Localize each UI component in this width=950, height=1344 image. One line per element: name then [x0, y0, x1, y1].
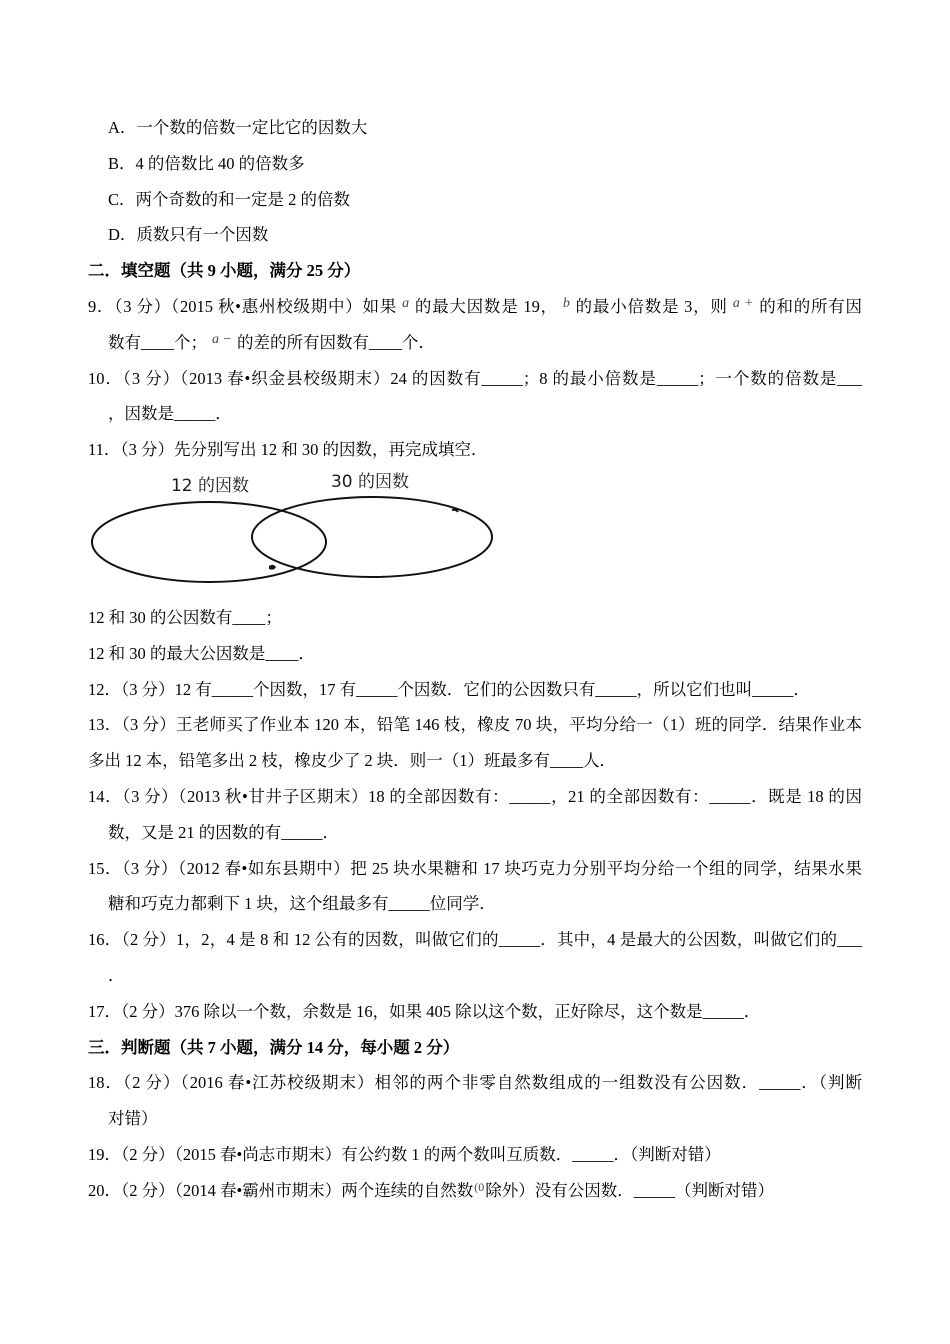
- section-true-false-heading: [0, 1030, 950, 1066]
- q11-blank-2-text: 12 和 30 的最大公因数是____．: [88, 643, 315, 663]
- section-heading-text: 三．判断题（共 7 小题，满分 14 分，每小题 2 分）: [88, 1037, 460, 1057]
- venn-ellipse-30-factors: [252, 497, 492, 577]
- q11-blank-2: [0, 636, 950, 672]
- q18-line-1: [0, 1065, 950, 1101]
- q14-text-1: 14．（3 分）（2013 秋•甘井子区期末）18 的全部因数有：_____，21 的全部因数有：_____．既是 18 的因: [88, 786, 862, 806]
- q9-line-1-wrap: [88, 289, 862, 327]
- q9-text-2: 的最大因数是 19，: [414, 296, 558, 316]
- q9-text-4: 的和的所有因: [758, 296, 863, 316]
- venn-label-12-factors: 12 的因数: [170, 475, 250, 496]
- venn-diagram: [80, 468, 510, 600]
- q14-line-1: [0, 779, 950, 815]
- q14-text-2: 数，又是 21 的因数的有_____．: [108, 822, 339, 842]
- q16-line-2: [0, 958, 950, 994]
- q15-text-2: 糖和巧克力都剩下 1 块，这个组最多有_____位同学．: [108, 894, 496, 914]
- option-text: C．两个奇数的和一定是 2 的倍数: [108, 189, 351, 209]
- q9-formula-a-minus: a −: [212, 331, 232, 347]
- venn-diagram-block: [0, 468, 950, 600]
- q13-line-1: [0, 707, 950, 743]
- q20-formula-paren-zero: (0: [474, 1179, 485, 1194]
- q11-blank-1: [0, 600, 950, 636]
- q15-line-1: [0, 851, 950, 887]
- venn-label-30-factors: 30 的因数: [330, 471, 410, 492]
- q20-line-1: [0, 1173, 950, 1209]
- q19-text: 19．（2 分）（2015 春•尚志市期末）有公约数 1 的两个数叫互质数．_____．（判断对错）: [88, 1144, 721, 1164]
- q8-option-b: [0, 146, 950, 182]
- section-heading-text: 二．填空题（共 9 小题，满分 25 分）: [88, 261, 361, 281]
- q8-option-c: [0, 182, 950, 218]
- q9-text-5: 数有____个；: [108, 332, 207, 352]
- q10-text-2: ，因数是_____．: [108, 404, 232, 424]
- q18-text-1: 18．（2 分）（2016 春•江苏校级期末）相邻的两个非零自然数组成的一组数没有公因数．_____．（判断: [88, 1073, 862, 1093]
- q8-option-a: [0, 110, 950, 146]
- q17-text: 17．（2 分）376 除以一个数，余数是 16，如果 405 除以这个数，正好除尽，这个数是_____．: [88, 1001, 761, 1021]
- q12-line-1: [0, 672, 950, 708]
- option-text: B．4 的倍数比 40 的倍数多: [108, 153, 305, 173]
- q16-text-1: 16．（2 分）1，2，4 是 8 和 12 公有的因数，叫做它们的_____．其中，4 是最大的公因数，叫做它们的___: [88, 930, 862, 950]
- venn-ellipse-12-factors: [92, 502, 326, 582]
- q15-line-2: [0, 886, 950, 922]
- pen-mark: [269, 565, 276, 570]
- q13-text-2: 多出 12 本，铅笔多出 2 枝，橡皮少了 2 块．则一（1）班最多有____人．: [88, 751, 616, 771]
- q18-text-2: 对错）: [108, 1109, 158, 1129]
- q15-text-1: 15．（3 分）（2012 春•如东县期中）把 25 块水果糖和 17 块巧克力分别平均分给一个组的同学，结果水果: [88, 858, 862, 878]
- q9-text-3: 的最小倍数是 3，则: [574, 296, 728, 316]
- q13-text-1: 13．（3 分）王老师买了作业本 120 本，铅笔 146 枝，橡皮 70 块，平均分给一（1）班的同学．结果作业本: [88, 715, 862, 735]
- q9-line-1: [0, 289, 950, 325]
- section-fill-blank-heading: [0, 253, 950, 289]
- q14-line-2: [0, 815, 950, 851]
- pen-mark: [452, 510, 458, 512]
- q11-blank-1-text: 12 和 30 的公因数有____；: [88, 607, 282, 627]
- q13-line-2: [0, 743, 950, 779]
- q19-line-1: [0, 1137, 950, 1173]
- q11-prompt-text: 11．（3 分）先分别写出 12 和 30 的因数，再完成填空．: [88, 440, 488, 460]
- q12-text: 12．（3 分）12 有_____个因数，17 有_____个因数．它们的公因数只有_____，所以它们也叫_____．: [88, 679, 810, 699]
- q9-formula-b: b: [562, 295, 570, 311]
- q10-text-1: 10．（3 分）（2013 春•织金县校级期末）24 的因数有_____；8 的最小倍数是_____；一个数的倍数是___: [88, 368, 862, 388]
- q8-option-d: [0, 217, 950, 253]
- q9-text-6: 的差的所有因数有____个．: [236, 332, 435, 352]
- option-text: A．一个数的倍数一定比它的因数大: [108, 118, 368, 137]
- q16-text-2: ．: [108, 965, 125, 985]
- q17-line-1: [0, 994, 950, 1030]
- q9-formula-a-plus: a +: [732, 295, 754, 311]
- q9-text-1: 9．（3 分）（2015 秋•惠州校级期中）如果: [88, 296, 398, 316]
- q9-line-2: [0, 325, 950, 361]
- q20-text-2: 除外）没有公因数．_____（判断对错）: [485, 1180, 775, 1200]
- page-content: [0, 110, 950, 1209]
- q11-prompt: [0, 432, 950, 468]
- q10-line-2: [0, 396, 950, 432]
- q16-line-1: [0, 922, 950, 958]
- q9-formula-a: a: [402, 295, 410, 311]
- option-text: D．质数只有一个因数: [108, 225, 269, 245]
- q18-line-2: [0, 1101, 950, 1137]
- q20-text-1: 20．（2 分）（2014 春•霸州市期末）两个连续的自然数: [88, 1180, 474, 1200]
- q10-line-1: [0, 361, 950, 397]
